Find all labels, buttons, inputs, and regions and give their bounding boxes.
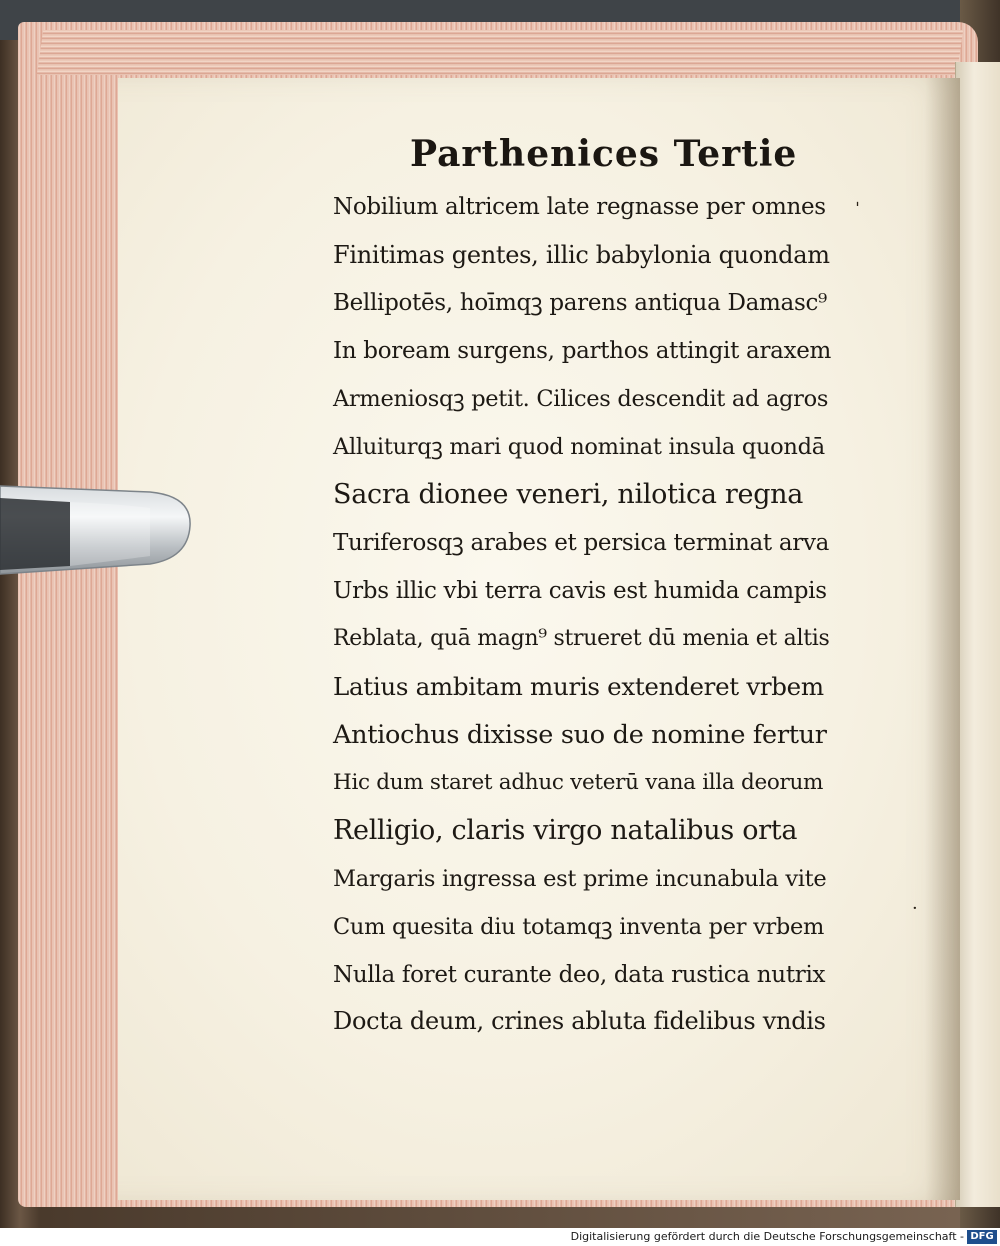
footer-bar [0,1228,1000,1246]
verse-line: Hic dum staret adhuc veterū vana illa deorum [333,770,824,795]
verse-line: Sacra dionee veneri, nilotica regna [333,479,804,510]
funding-notice: Digitalisierung gefördert durch die Deutsche Forschungsgemeinschaft - [570,1230,964,1243]
dfg-logo-icon: DFG [967,1230,997,1244]
verse-line: Armeniosqꝫ petit. Cilices descendit ad agros [333,386,829,412]
verse-line: Finitimas gentes, illic babylonia quondam [333,241,830,269]
verse-line: Reblata, quā magn⁹ strueret dū menia et altis [333,626,830,651]
verse-line: Relligio, claris virgo natalibus orta [333,815,798,846]
verse-line: Bellipotēs, hoīmqꝫ parens antiqua Damasc⁹ [333,290,827,316]
verse-line: Turiferosqꝫ arabes et persica terminat arva [333,530,830,556]
page-clip-icon [0,478,192,578]
page-title: Parthenices Tertie [410,133,798,175]
margin-mark: · [912,898,918,919]
page-edges-top [37,30,963,75]
verse-line: Docta deum, crines abluta fidelibus vndis [333,1007,826,1035]
verse-line: Antiochus dixisse suo de nomine fertur [333,720,827,750]
verse-line: Margaris ingressa est prime incunabula vite [333,866,827,892]
facing-page-edge [955,62,1000,1207]
verse-line: Cum quesita diu totamqꝫ inventa per vrbem [333,914,825,940]
verse-line: Nobilium altricem late regnasse per omnes [333,194,826,220]
verse-line: Latius ambitam muris extenderet vrbem [333,672,824,701]
verse-line: Alluiturqꝫ mari quod nominat insula quondā [333,434,825,460]
verse-line: In boream surgens, parthos attingit araxem [333,338,832,364]
margin-mark: ˌ [855,188,860,209]
verse-line: Urbs illic vbi terra cavis est humida campis [333,578,827,604]
verse-line: Nulla foret curante deo, data rustica nutrix [333,962,826,988]
